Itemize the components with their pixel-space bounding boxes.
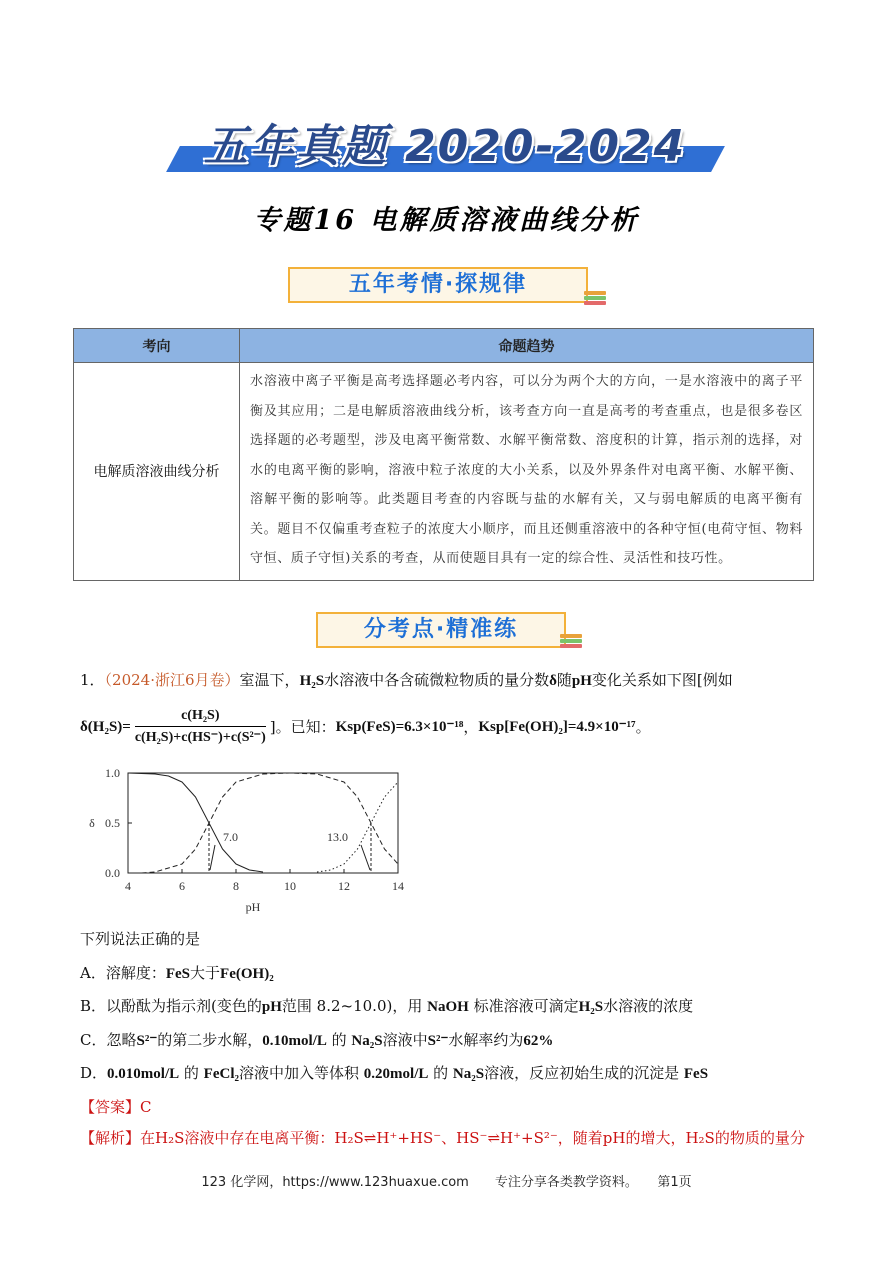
table-header-row bbox=[74, 329, 814, 363]
table-header-direction: 考向 bbox=[74, 329, 240, 363]
x-tick-label: 10 bbox=[284, 879, 296, 893]
formula-tail: ]。已知： bbox=[269, 718, 336, 736]
option-letter: B． bbox=[80, 997, 107, 1015]
analysis-text: 在H₂S溶液中存在电离平衡：H₂S⇌H⁺+HS⁻、HS⁻⇌H⁺+S²⁻，随着pH的增大，H₂S的物质的量分 bbox=[140, 1129, 805, 1147]
option-formula: 62% bbox=[523, 1033, 554, 1049]
answer-line bbox=[80, 1097, 152, 1117]
answer-label: 【答案】 bbox=[80, 1098, 141, 1116]
formula-end: 。 bbox=[635, 718, 651, 736]
option-text: 标准溶液可滴定 bbox=[468, 997, 579, 1015]
option-text: 溶解度： bbox=[105, 964, 166, 982]
stem-text: 室温下， bbox=[239, 671, 300, 689]
stem-text: 水溶液中各含硫微粒物质的量分数 bbox=[324, 671, 550, 689]
formula-lhs: δ(H₂S)= bbox=[80, 719, 131, 735]
analysis-label: 【解析】 bbox=[80, 1129, 141, 1147]
x-tick-label: 12 bbox=[338, 879, 350, 893]
stem-symbol: δ bbox=[549, 673, 557, 689]
analysis-line bbox=[80, 1128, 805, 1148]
formula-fraction bbox=[135, 706, 266, 748]
question-formula bbox=[80, 705, 651, 749]
option-letter: A． bbox=[80, 964, 106, 982]
table-cell-direction: 电解质溶液曲线分析 bbox=[74, 363, 240, 581]
plot-frame bbox=[128, 773, 398, 873]
option-text: 的 bbox=[428, 1064, 453, 1082]
page-footer: 123 化学网，https://www.123huaxue.com 专注分享各类教学资料。 第1页 bbox=[201, 1175, 692, 1190]
option-text: 忽略 bbox=[106, 1031, 137, 1049]
stem-symbol: pH bbox=[571, 673, 592, 689]
option-formula: H₂S bbox=[578, 999, 604, 1015]
x-axis-label: pH bbox=[245, 900, 261, 914]
option-text: 水解率约为 bbox=[448, 1031, 524, 1049]
annotation-leader bbox=[361, 845, 370, 870]
section-banner-trends bbox=[288, 267, 588, 303]
question-number: 1． bbox=[80, 671, 105, 689]
x-tick-label: 4 bbox=[125, 879, 131, 893]
books-icon bbox=[560, 634, 582, 650]
distribution-chart bbox=[80, 760, 420, 920]
trend-table bbox=[73, 328, 814, 581]
stem-text: 随 bbox=[556, 671, 572, 689]
y-tick-label: 1.0 bbox=[105, 766, 120, 780]
series-line-dashed bbox=[142, 773, 399, 873]
option-letter: D． bbox=[80, 1064, 108, 1082]
table-cell-trend: 水溶液中离子平衡是高考选择题必考内容，可以分为两个大的方向，一是水溶液中的离子平衡及其应用；二是电解质溶液曲线分析，该考查方向一直是高考的考查重点，也是很多卷区选择题的必考题型，涉及电离平衡常数、水解平衡常数、溶度积的计算，指示剂的选择，对水的电离平衡的影响，溶液中粒子浓度的大小关系，以及外界条件对电离平衡、水解平衡、溶解平衡的影响等。此类题目考查的内容既与盐的水解有关，又与弱电解质的电离平衡有关。题目不仅偏重考查粒子的浓度大小顺序，而且还侧重溶液中的各种守恒(电荷守恒、物料守恒、质子守恒)关系的考查，从而使题目具有一定的综合性、灵活性和技巧性。 bbox=[240, 363, 814, 581]
y-tick-label: 0.5 bbox=[105, 816, 120, 830]
option-text: 溶液中加入等体积 bbox=[239, 1064, 364, 1082]
x-tick-label: 14 bbox=[392, 879, 404, 893]
option-formula: Na₂S bbox=[351, 1033, 383, 1049]
banner-title: 五年真题 2020-2024 bbox=[203, 121, 687, 172]
option-formula: S²⁻ bbox=[427, 1033, 449, 1049]
y-axis-label: δ bbox=[89, 816, 95, 830]
option-text: 溶液，反应初始生成的沉淀是 bbox=[484, 1064, 684, 1082]
ksp-separator: ， bbox=[463, 718, 479, 736]
stem-formula: H₂S bbox=[299, 673, 325, 689]
option-a[interactable] bbox=[80, 963, 274, 984]
stem-text: 变化关系如下图[例如 bbox=[591, 671, 733, 689]
table-header-trend: 命题趋势 bbox=[240, 329, 814, 363]
option-text: 以酚酞为指示剂(变色的 bbox=[106, 997, 262, 1015]
option-formula: S²⁻ bbox=[136, 1033, 158, 1049]
option-text: 的第二步水解， bbox=[157, 1031, 263, 1049]
option-formula: 0.010mol/L bbox=[107, 1066, 180, 1082]
question-prompt: 下列说法正确的是 bbox=[80, 930, 201, 948]
option-formula: FeS bbox=[165, 966, 191, 982]
header-banner bbox=[165, 110, 725, 180]
option-formula: FeCl₂ bbox=[203, 1066, 239, 1082]
option-formula: FeS bbox=[683, 1066, 709, 1082]
formula-denominator: c(H₂S)+c(HS⁻)+c(S²⁻) bbox=[135, 726, 266, 748]
annotation-label: 7.0 bbox=[223, 830, 238, 844]
y-tick-label: 0.0 bbox=[105, 866, 120, 880]
answer-value: C bbox=[140, 1098, 152, 1116]
question-stem bbox=[80, 670, 733, 691]
section-banner-label: 分考点·精准练 bbox=[363, 617, 519, 642]
formula-numerator: c(H₂S) bbox=[181, 708, 220, 723]
ksp-fes: Ksp(FeS)=6.3×10⁻¹⁸ bbox=[335, 719, 464, 735]
books-icon bbox=[584, 291, 606, 307]
series-line-dotted bbox=[317, 782, 398, 872]
option-text: 的 bbox=[326, 1031, 352, 1049]
option-text: 大于 bbox=[190, 964, 221, 982]
section-banner-label: 五年考情·探规律 bbox=[348, 272, 528, 297]
option-formula: Fe(OH)₂ bbox=[220, 966, 274, 982]
option-text: 范围 8.2~10.0)，用 bbox=[281, 997, 428, 1015]
option-letter: C． bbox=[80, 1031, 107, 1049]
option-formula: NaOH bbox=[427, 999, 469, 1015]
x-tick-label: 6 bbox=[179, 879, 185, 893]
series-line-solid bbox=[128, 773, 263, 872]
option-text: 的 bbox=[179, 1064, 204, 1082]
option-d[interactable] bbox=[80, 1063, 708, 1084]
option-formula: 0.20mol/L bbox=[363, 1066, 429, 1082]
ksp-feoh2: Ksp[Fe(OH)₂]=4.9×10⁻¹⁷ bbox=[478, 719, 636, 735]
topic-title: 专题16 电解质溶液曲线分析 bbox=[253, 205, 640, 236]
option-formula: 0.10mol/L bbox=[262, 1033, 327, 1049]
table-row bbox=[74, 363, 814, 581]
option-text: 水溶液的浓度 bbox=[603, 997, 694, 1015]
option-formula: Na₂S bbox=[452, 1066, 485, 1082]
option-text: 溶液中 bbox=[382, 1031, 428, 1049]
option-c[interactable] bbox=[80, 1030, 553, 1051]
annotation-leader bbox=[210, 845, 215, 870]
option-b[interactable] bbox=[80, 996, 693, 1017]
section-banner-practice bbox=[316, 612, 566, 648]
annotation-label: 13.0 bbox=[327, 830, 348, 844]
option-formula: pH bbox=[261, 999, 282, 1015]
question-source: （2024·浙江6月卷） bbox=[104, 671, 240, 689]
x-tick-label: 8 bbox=[233, 879, 239, 893]
